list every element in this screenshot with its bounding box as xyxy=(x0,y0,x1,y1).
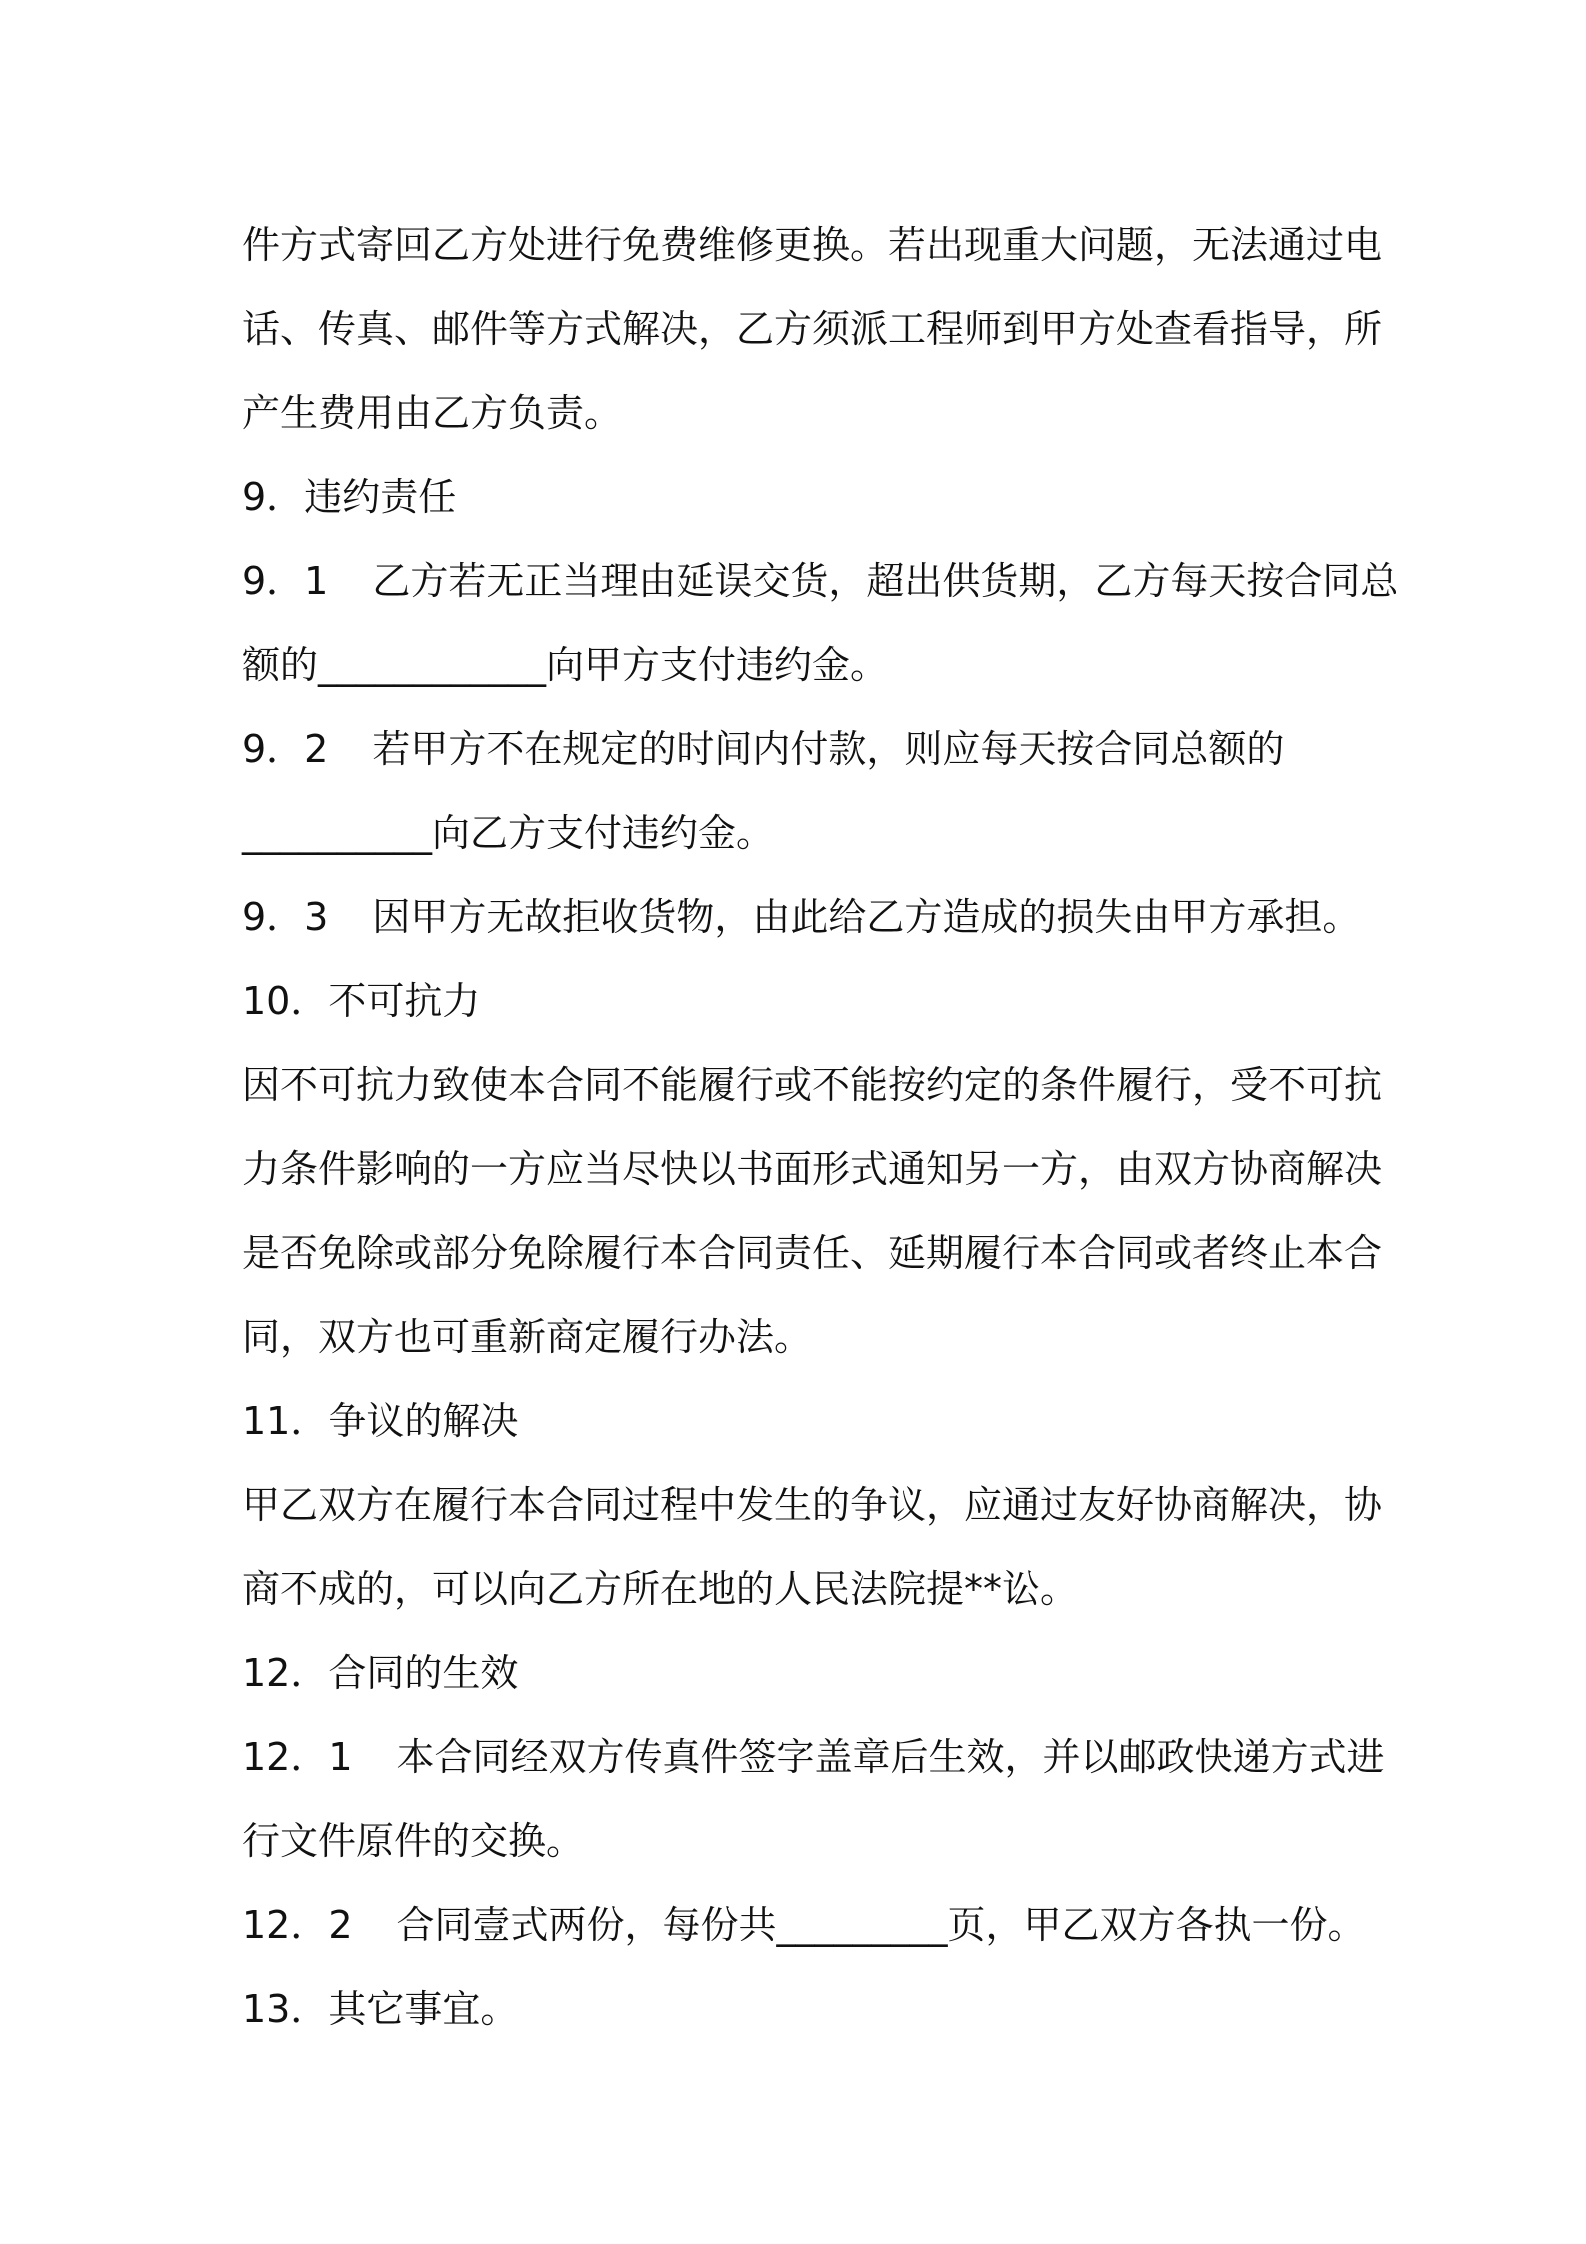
clause-number: 9．1 xyxy=(242,559,329,603)
clause-text: 若甲方不在规定的时间内付款，则应每天按合同总额的 xyxy=(372,727,1285,771)
line-text: 是否免除或部分免除履行本合同责任、延期履行本合同或者终止本合 xyxy=(242,1231,1383,1275)
section-number: 11． xyxy=(242,1399,329,1443)
clause-12-2 xyxy=(242,1883,1366,1967)
text-line xyxy=(242,623,1362,707)
section-title: 违约责任 xyxy=(304,475,457,519)
section-number: 12． xyxy=(242,1651,329,1695)
section-number: 10． xyxy=(242,979,329,1023)
text-line xyxy=(242,203,1383,287)
line-text: 力条件影响的一方应当尽快以书面形式通知另一方，由双方协商解决 xyxy=(242,1147,1383,1191)
text-line xyxy=(242,1547,1362,1631)
clause-9-1 xyxy=(242,539,1399,623)
clause-12-1 xyxy=(242,1715,1385,1799)
text-line xyxy=(242,287,1383,371)
text-line xyxy=(242,1295,1362,1379)
section-number: 13． xyxy=(242,1987,329,2031)
clause-text: 合同壹式两份，每份共_________页，甲乙双方各执一份。 xyxy=(396,1903,1366,1947)
clause-text: 因甲方无故拒收货物，由此给乙方造成的损失由甲方承担。 xyxy=(372,895,1361,939)
line-text: 件方式寄回乙方处进行免费维修更换。若出现重大问题，无法通过电 xyxy=(242,223,1383,267)
clause-number: 12．1 xyxy=(242,1735,353,1779)
text-line xyxy=(242,1799,1362,1883)
text-line xyxy=(242,1043,1383,1127)
text-line xyxy=(242,371,1362,455)
line-text: 因不可抗力致使本合同不能履行或不能按约定的条件履行，受不可抗 xyxy=(242,1063,1383,1107)
clause-number: 9．2 xyxy=(242,727,329,771)
clause-text: 乙方若无正当理由延误交货，超出供货期，乙方每天按合同总 xyxy=(372,559,1399,603)
clause-number: 9．3 xyxy=(242,895,329,939)
clause-number: 12．2 xyxy=(242,1903,353,1947)
line-text: 甲乙双方在履行本合同过程中发生的争议，应通过友好协商解决，协 xyxy=(242,1483,1383,1527)
line-text: 商不成的，可以向乙方所在地的人民法院提**讼。 xyxy=(242,1567,1079,1611)
section-title: 不可抗力 xyxy=(328,979,481,1023)
clause-9-2 xyxy=(242,707,1362,791)
text-line xyxy=(242,1211,1383,1295)
section-number: 9． xyxy=(242,475,305,519)
text-line xyxy=(242,791,1362,875)
section-heading-12 xyxy=(242,1631,1362,1715)
section-title: 争议的解决 xyxy=(328,1399,519,1443)
text-line xyxy=(242,1463,1383,1547)
section-title: 合同的生效 xyxy=(328,1651,519,1695)
section-heading-9 xyxy=(242,455,1362,539)
line-text: 行文件原件的交换。 xyxy=(242,1819,585,1863)
clause-9-3 xyxy=(242,875,1362,959)
line-text: 产生费用由乙方负责。 xyxy=(242,391,623,435)
section-title: 其它事宜。 xyxy=(328,1987,519,2031)
line-text: 额的____________向甲方支付违约金。 xyxy=(242,643,889,687)
clause-text: 本合同经双方传真件签字盖章后生效，并以邮政快递方式进 xyxy=(396,1735,1385,1779)
line-text: 同，双方也可重新商定履行办法。 xyxy=(242,1315,813,1359)
section-heading-10 xyxy=(242,959,1362,1043)
section-heading-13 xyxy=(242,1967,1362,2051)
text-line xyxy=(242,1127,1383,1211)
line-text: __________向乙方支付违约金。 xyxy=(242,811,775,855)
section-heading-11 xyxy=(242,1379,1362,1463)
document-body xyxy=(242,203,1399,2051)
line-text: 话、传真、邮件等方式解决，乙方须派工程师到甲方处查看指导，所 xyxy=(242,307,1383,351)
